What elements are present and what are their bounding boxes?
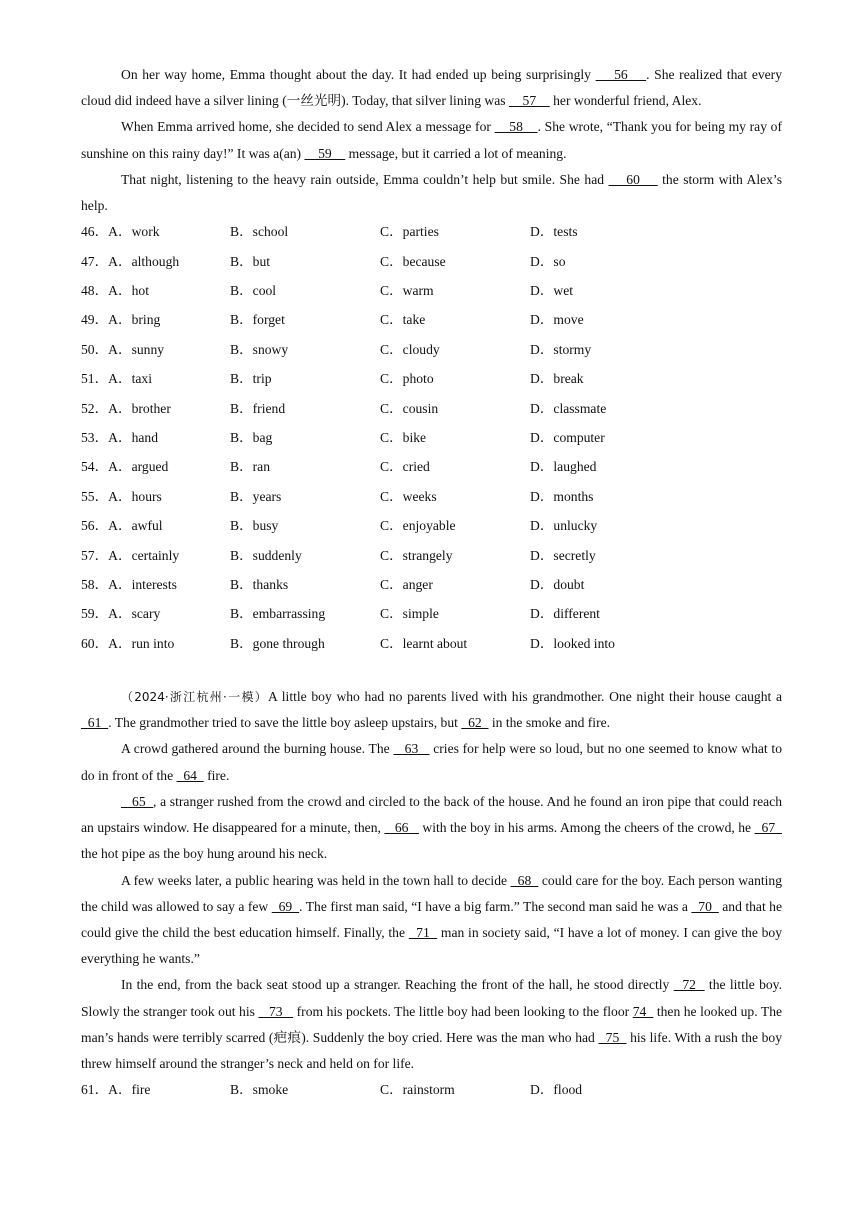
answer-blank: 63: [393, 741, 430, 757]
option-a: 57．A．certainly: [81, 547, 180, 563]
paragraph-text: . The grandmother tried to save the little boy asleep upstairs, but: [108, 715, 462, 731]
paragraph: [81, 62, 782, 114]
option-d: D．so: [530, 253, 566, 269]
option-c: C．take: [380, 312, 426, 328]
paragraph: [81, 736, 782, 788]
answer-blank: 75: [598, 1029, 627, 1045]
option-b: B．gone through: [230, 635, 325, 651]
option-c: C．bike: [380, 429, 427, 445]
option-b: B．but: [230, 253, 271, 269]
section-gap: [81, 660, 782, 684]
paragraph: [81, 972, 782, 1077]
paragraph-text: his life. With a rush the boy threw himself around the stranger’s neck and held on for life.: [81, 1029, 782, 1071]
paragraph-text: That night, listening to the heavy rain outside, Emma couldn’t help but smile. She had: [121, 171, 609, 187]
option-d: D．unlucky: [530, 518, 598, 534]
paragraph-text: could care for the boy. Each person wanting the child was allowed to say a few: [81, 872, 783, 914]
option-d: D．stormy: [530, 341, 592, 357]
paragraph-text: A crowd gathered around the burning house. The: [121, 741, 394, 757]
options-list-2: [81, 1077, 782, 1106]
option-d: D．break: [530, 371, 584, 387]
paragraph-text: When Emma arrived home, she decided to send Alex a message for: [121, 119, 495, 135]
answer-blank: 66: [384, 820, 419, 836]
option-d: D．classmate: [530, 400, 607, 416]
option-row: [81, 278, 782, 307]
answer-blank: 56: [595, 67, 647, 82]
option-d: D．flood: [530, 1082, 583, 1098]
option-d: D．different: [530, 606, 600, 622]
option-c: C．learnt about: [380, 635, 468, 651]
option-c: C．cloudy: [380, 341, 440, 357]
answer-blank: 70: [691, 898, 719, 914]
answer-blank: 67: [754, 820, 783, 836]
option-d: D．tests: [530, 224, 578, 240]
option-a: 53．A．hand: [81, 429, 159, 445]
option-d: D．months: [530, 488, 594, 504]
answer-blank: 74: [632, 1003, 654, 1019]
option-b: B．cool: [230, 283, 277, 298]
option-b: B．embarrassing: [230, 606, 326, 622]
option-row: [81, 484, 782, 513]
option-a: 49．A．bring: [81, 312, 161, 328]
option-c: C．rainstorm: [380, 1082, 455, 1098]
paragraph: [81, 789, 782, 868]
option-a: 52．A．brother: [81, 400, 171, 416]
paragraph-text: the little boy. Slowly the stranger took out his: [81, 977, 782, 1019]
option-row: [81, 307, 782, 336]
option-row: [81, 543, 782, 572]
option-a: 56．A．awful: [81, 518, 163, 534]
option-a: 55．A．hours: [81, 488, 162, 504]
option-row: [81, 1077, 782, 1106]
answer-blank: 59: [304, 145, 346, 161]
answer-blank: 57: [508, 93, 550, 109]
option-c: C．photo: [380, 371, 434, 387]
paragraph-text: On her way home, Emma thought about the day. It had ended up being surprisingly: [121, 67, 596, 82]
paragraph-text: the storm with Alex’s help.: [81, 171, 782, 214]
answer-blank: 72: [673, 977, 705, 993]
answer-blank: 64: [176, 767, 204, 783]
option-row: [81, 366, 782, 395]
option-row: [81, 396, 782, 425]
answer-blank: 65: [121, 793, 154, 809]
option-row: [81, 513, 782, 542]
option-d: D．secretly: [530, 547, 596, 563]
option-d: D．looked into: [530, 635, 615, 651]
option-b: B．suddenly: [230, 547, 302, 563]
paragraph-text: fire.: [203, 767, 230, 783]
paragraph-text: . The first man said, “I have a big farm.” The second man said he was a: [299, 898, 692, 914]
paragraph-text: and that he could give the child the best education himself. Finally, the: [81, 898, 783, 940]
option-c: C．because: [380, 253, 446, 269]
paragraph: [81, 868, 782, 973]
option-a: 50．A．sunny: [81, 341, 165, 357]
option-c: C．warm: [380, 283, 434, 298]
paragraph-text: A little boy who had no parents lived with his grandmother. One night their house caught a: [268, 689, 783, 705]
paragraph-text: from his pockets. The little boy had been looking to the floor: [293, 1003, 633, 1019]
option-a: 61．A．fire: [81, 1082, 151, 1098]
paragraph-text: man in society said, “I have a lot of money. I can give the boy everything he wants.”: [81, 924, 782, 967]
paragraph-text: , a stranger rushed from the crowd and circled to the back of the house. And he found an iron pipe that could reach an upstairs window. He disappeared for a minute, then,: [81, 793, 782, 836]
paragraph-text: . She realized that every cloud did indeed have a silver lining (一丝光明). Today, that silver lining was: [81, 67, 783, 109]
option-d: D．computer: [530, 429, 605, 445]
option-a: 47．A．although: [81, 253, 180, 269]
option-a: 46．A．work: [81, 224, 160, 240]
option-c: C．weeks: [380, 488, 437, 504]
answer-blank: 69: [271, 898, 300, 914]
option-b: B．snowy: [230, 341, 289, 357]
option-c: C．cousin: [380, 400, 439, 416]
answer-blank: 73: [258, 1003, 294, 1019]
option-b: B．busy: [230, 518, 279, 534]
option-b: B．forget: [230, 312, 285, 328]
answer-blank: 68: [510, 872, 539, 888]
option-row: [81, 249, 782, 278]
answer-blank: 71: [408, 924, 438, 940]
option-c: C．cried: [380, 459, 430, 475]
option-row: [81, 219, 782, 248]
option-c: C．strangely: [380, 547, 453, 563]
paragraph: [81, 167, 782, 219]
option-c: C．simple: [380, 606, 439, 622]
option-a: 58．A．interests: [81, 576, 177, 592]
passage-2: [81, 684, 782, 1077]
option-b: B．school: [230, 224, 289, 240]
option-b: B．smoke: [230, 1082, 289, 1098]
option-a: 54．A．argued: [81, 459, 169, 475]
option-b: B．trip: [230, 371, 272, 387]
option-b: B．bag: [230, 429, 273, 445]
option-row: [81, 425, 782, 454]
option-row: [81, 454, 782, 483]
option-c: C．parties: [380, 224, 439, 240]
option-b: B．friend: [230, 400, 286, 416]
option-d: D．move: [530, 312, 584, 328]
paragraph-text: the hot pipe as the boy hung around his neck.: [81, 846, 328, 862]
paragraph-text: In the end, from the back seat stood up a stranger. Reaching the front of the hall, he stood directly: [121, 977, 674, 993]
option-a: 59．A．scary: [81, 606, 161, 622]
option-c: C．enjoyable: [380, 518, 456, 534]
option-d: D．doubt: [530, 576, 585, 592]
answer-blank: 62: [461, 715, 489, 731]
option-row: [81, 572, 782, 601]
option-a: 51．A．taxi: [81, 371, 152, 387]
option-row: [81, 601, 782, 630]
paragraph-text: . She wrote, “Thank you for being my ray of sunshine on this rainy day!” It was a(an): [81, 119, 783, 161]
paragraph-text: in the smoke and fire.: [488, 715, 611, 731]
paragraph-text: her wonderful friend, Alex.: [549, 93, 702, 109]
paragraph-text: cries for help were so loud, but no one seemed to know what to do in front of the: [81, 741, 782, 783]
option-b: B．thanks: [230, 576, 289, 592]
source-tag: （2024·浙江杭州·一模）: [121, 690, 269, 705]
paragraph-text: with the boy in his arms. Among the cheers of the crowd, he: [418, 820, 755, 836]
option-c: C．anger: [380, 576, 433, 592]
paragraph: [81, 684, 782, 736]
option-d: D．wet: [530, 283, 574, 298]
answer-blank: 60: [608, 171, 658, 187]
paragraph: [81, 114, 782, 166]
option-b: B．ran: [230, 459, 271, 475]
option-b: B．years: [230, 488, 282, 504]
option-row: [81, 631, 782, 660]
document-page: [81, 62, 782, 1107]
option-a: 60．A．run into: [81, 635, 175, 651]
option-a: 48．A．hot: [81, 283, 149, 298]
passage-1: [81, 62, 782, 219]
answer-blank: 58: [494, 119, 538, 135]
answer-blank: 61: [81, 715, 109, 731]
paragraph-text: message, but it carried a lot of meaning.: [345, 145, 567, 161]
option-row: [81, 337, 782, 366]
options-list-1: [81, 219, 782, 660]
option-d: D．laughed: [530, 459, 597, 475]
paragraph-text: A few weeks later, a public hearing was held in the town hall to decide: [121, 872, 511, 888]
paragraph-text: then he looked up. The man’s hands were terribly scarred (疤痕). Suddenly the boy cried. Here was the man who had: [81, 1003, 783, 1045]
